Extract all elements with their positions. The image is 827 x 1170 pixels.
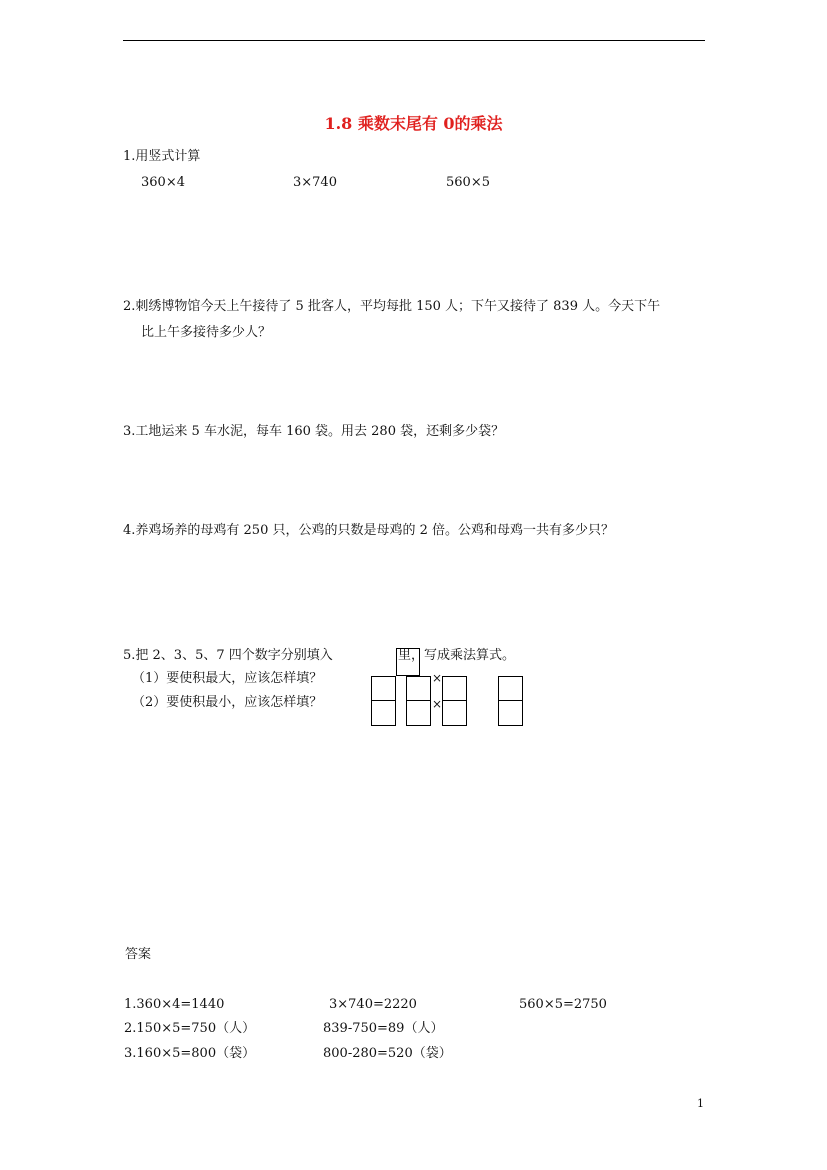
blank-box-r2-1[interactable] — [371, 700, 396, 726]
answer-1-part-1: 1.360×4=1440 — [124, 997, 225, 1012]
page-title: 1.8 乘数末尾有 0的乘法 — [324, 114, 503, 133]
question-1-item-3: 560×5 — [446, 175, 490, 190]
header-rule — [123, 40, 705, 41]
blank-box-r2-4[interactable] — [498, 700, 523, 726]
times-sign-2: × — [432, 697, 443, 711]
blank-box-r1-4[interactable] — [498, 676, 523, 701]
answer-2-part-1: 2.150×5=750（人） — [124, 1021, 256, 1036]
question-5-sub-2: （2）要使积最小，应该怎样填？ — [132, 695, 323, 710]
question-2-line-2: 比上午多接待多少人？ — [141, 325, 272, 340]
question-1-item-2: 3×740 — [293, 175, 337, 190]
blank-box-r1-2[interactable] — [406, 676, 431, 701]
question-5-sub-1: （1）要使积最大，应该怎样填？ — [132, 671, 323, 686]
blank-box-r1-1[interactable] — [371, 676, 396, 701]
blank-box-inline-outline — [396, 648, 420, 676]
answers-heading: 答案 — [125, 947, 152, 962]
question-5-text-part-1: 5.把 2、3、5、7 四个数字分别填入 — [123, 648, 333, 663]
question-2-line-1: 2.刺绣博物馆今天上午接待了 5 批客人，平均每批 150 人；下午又接待了 839 人。今天下午 — [123, 299, 661, 314]
blank-box-r2-2[interactable] — [406, 700, 431, 726]
question-1-label: 1.用竖式计算 — [123, 149, 201, 164]
answer-1-part-3: 560×5=2750 — [519, 997, 607, 1012]
question-5-text-part-2: 里，写成乘法算式。 — [384, 649, 515, 662]
answer-1-part-2: 3×740=2220 — [329, 997, 417, 1012]
page-number: 1 — [697, 1097, 704, 1110]
blank-box-r2-3[interactable] — [442, 700, 467, 726]
question-1-item-1: 360×4 — [141, 175, 185, 190]
answer-3-part-1: 3.160×5=800（袋） — [124, 1046, 256, 1061]
question-3-text: 3.工地运来 5 车水泥，每车 160 袋。用去 280 袋，还剩多少袋？ — [123, 424, 505, 439]
blank-box-r1-3[interactable] — [442, 676, 467, 701]
answer-3-part-2: 800-280=520（袋） — [323, 1046, 452, 1061]
question-4-text: 4.养鸡场养的母鸡有 250 只，公鸡的只数是母鸡的 2 倍。公鸡和母鸡一共有多少只？ — [123, 523, 615, 538]
answer-2-part-2: 839-750=89（人） — [323, 1021, 444, 1036]
times-sign-1: × — [432, 671, 443, 685]
